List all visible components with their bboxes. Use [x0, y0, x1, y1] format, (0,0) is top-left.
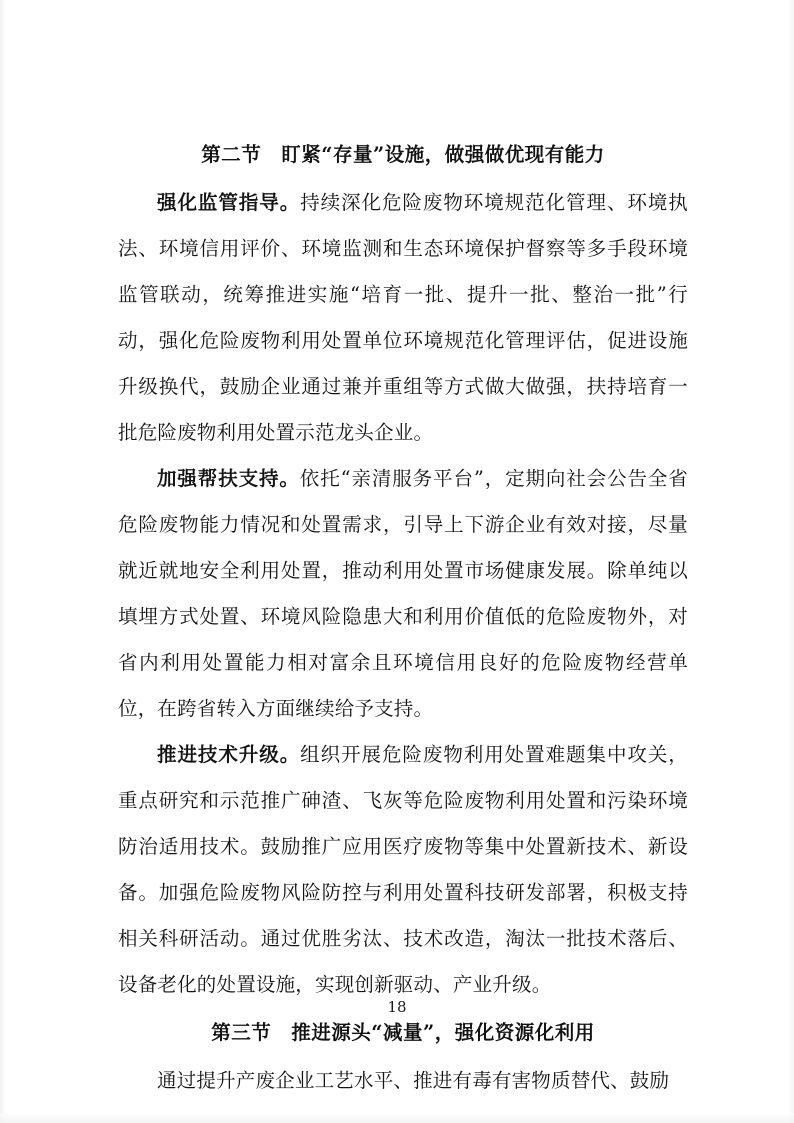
- section-heading-2: 第二节 盯紧“存量”设施，做强做优现有能力: [201, 143, 605, 166]
- page-number: 18: [387, 998, 407, 1016]
- paragraph-source-reduction: [118, 1058, 688, 1104]
- paragraph-text: 依托“亲清服务平台”，定期向社会公告全省危险废物能力情况和处置需求，引导上下游企业有效对接，尽量就近就地安全利用处置，推动利用处置市场健康发展。除单纯以填埋方式处置、环境风险隐患大和利用价值低的危险废物外，对省内利用处置能力相对富余且环境信用良好的危险废物经营单位，在跨省转入方面继续给予支持。: [118, 467, 688, 720]
- paragraph-support-assistance: [118, 456, 688, 732]
- scan-edge-right: [788, 0, 794, 1123]
- scan-edge-bottom: [0, 1113, 794, 1123]
- paragraph-text: 组织开展危险废物利用处置难题集中攻关，重点研究和示范推广砷渣、飞灰等危险废物利用处置和污染环境防治适用技术。鼓励推广应用医疗废物等集中处置新技术、新设备。加强危险废物风险防控与利用处置科技研发部署，积极支持相关科研活动。通过优胜劣汰、技术改造，淘汰一批技术落后、设备老化的处置设施，实现创新驱动、产业升级。: [118, 743, 688, 996]
- paragraph-text: 持续深化危险废物环境规范化管理、环境执法、环境信用评价、环境监测和生态环境保护督察等多手段环境监管联动，统筹推进实施“培育一批、提升一批、整治一批”行动，强化危险废物利用处置单位环境规范化管理评估，促进设施升级换代，鼓励企业通过兼并重组等方式做大做强，扶持培育一批危险废物利用处置示范龙头企业。: [118, 191, 688, 444]
- paragraph-technology-upgrade: [118, 732, 688, 1008]
- paragraph-text: 通过提升产废企业工艺水平、推进有毒有害物质替代、鼓励: [157, 1069, 670, 1092]
- paragraph-strengthen-supervision: [118, 180, 688, 456]
- document-body: [118, 132, 688, 1104]
- scan-edge-left: [0, 0, 6, 1123]
- paragraph-lead: 加强帮扶支持。: [157, 467, 300, 490]
- paragraph-lead: 推进技术升级。: [157, 743, 301, 766]
- paragraph-lead: 强化监管指导。: [157, 191, 301, 214]
- section-heading-3: 第三节 推进源头“减量”，强化资源化利用: [211, 1021, 595, 1044]
